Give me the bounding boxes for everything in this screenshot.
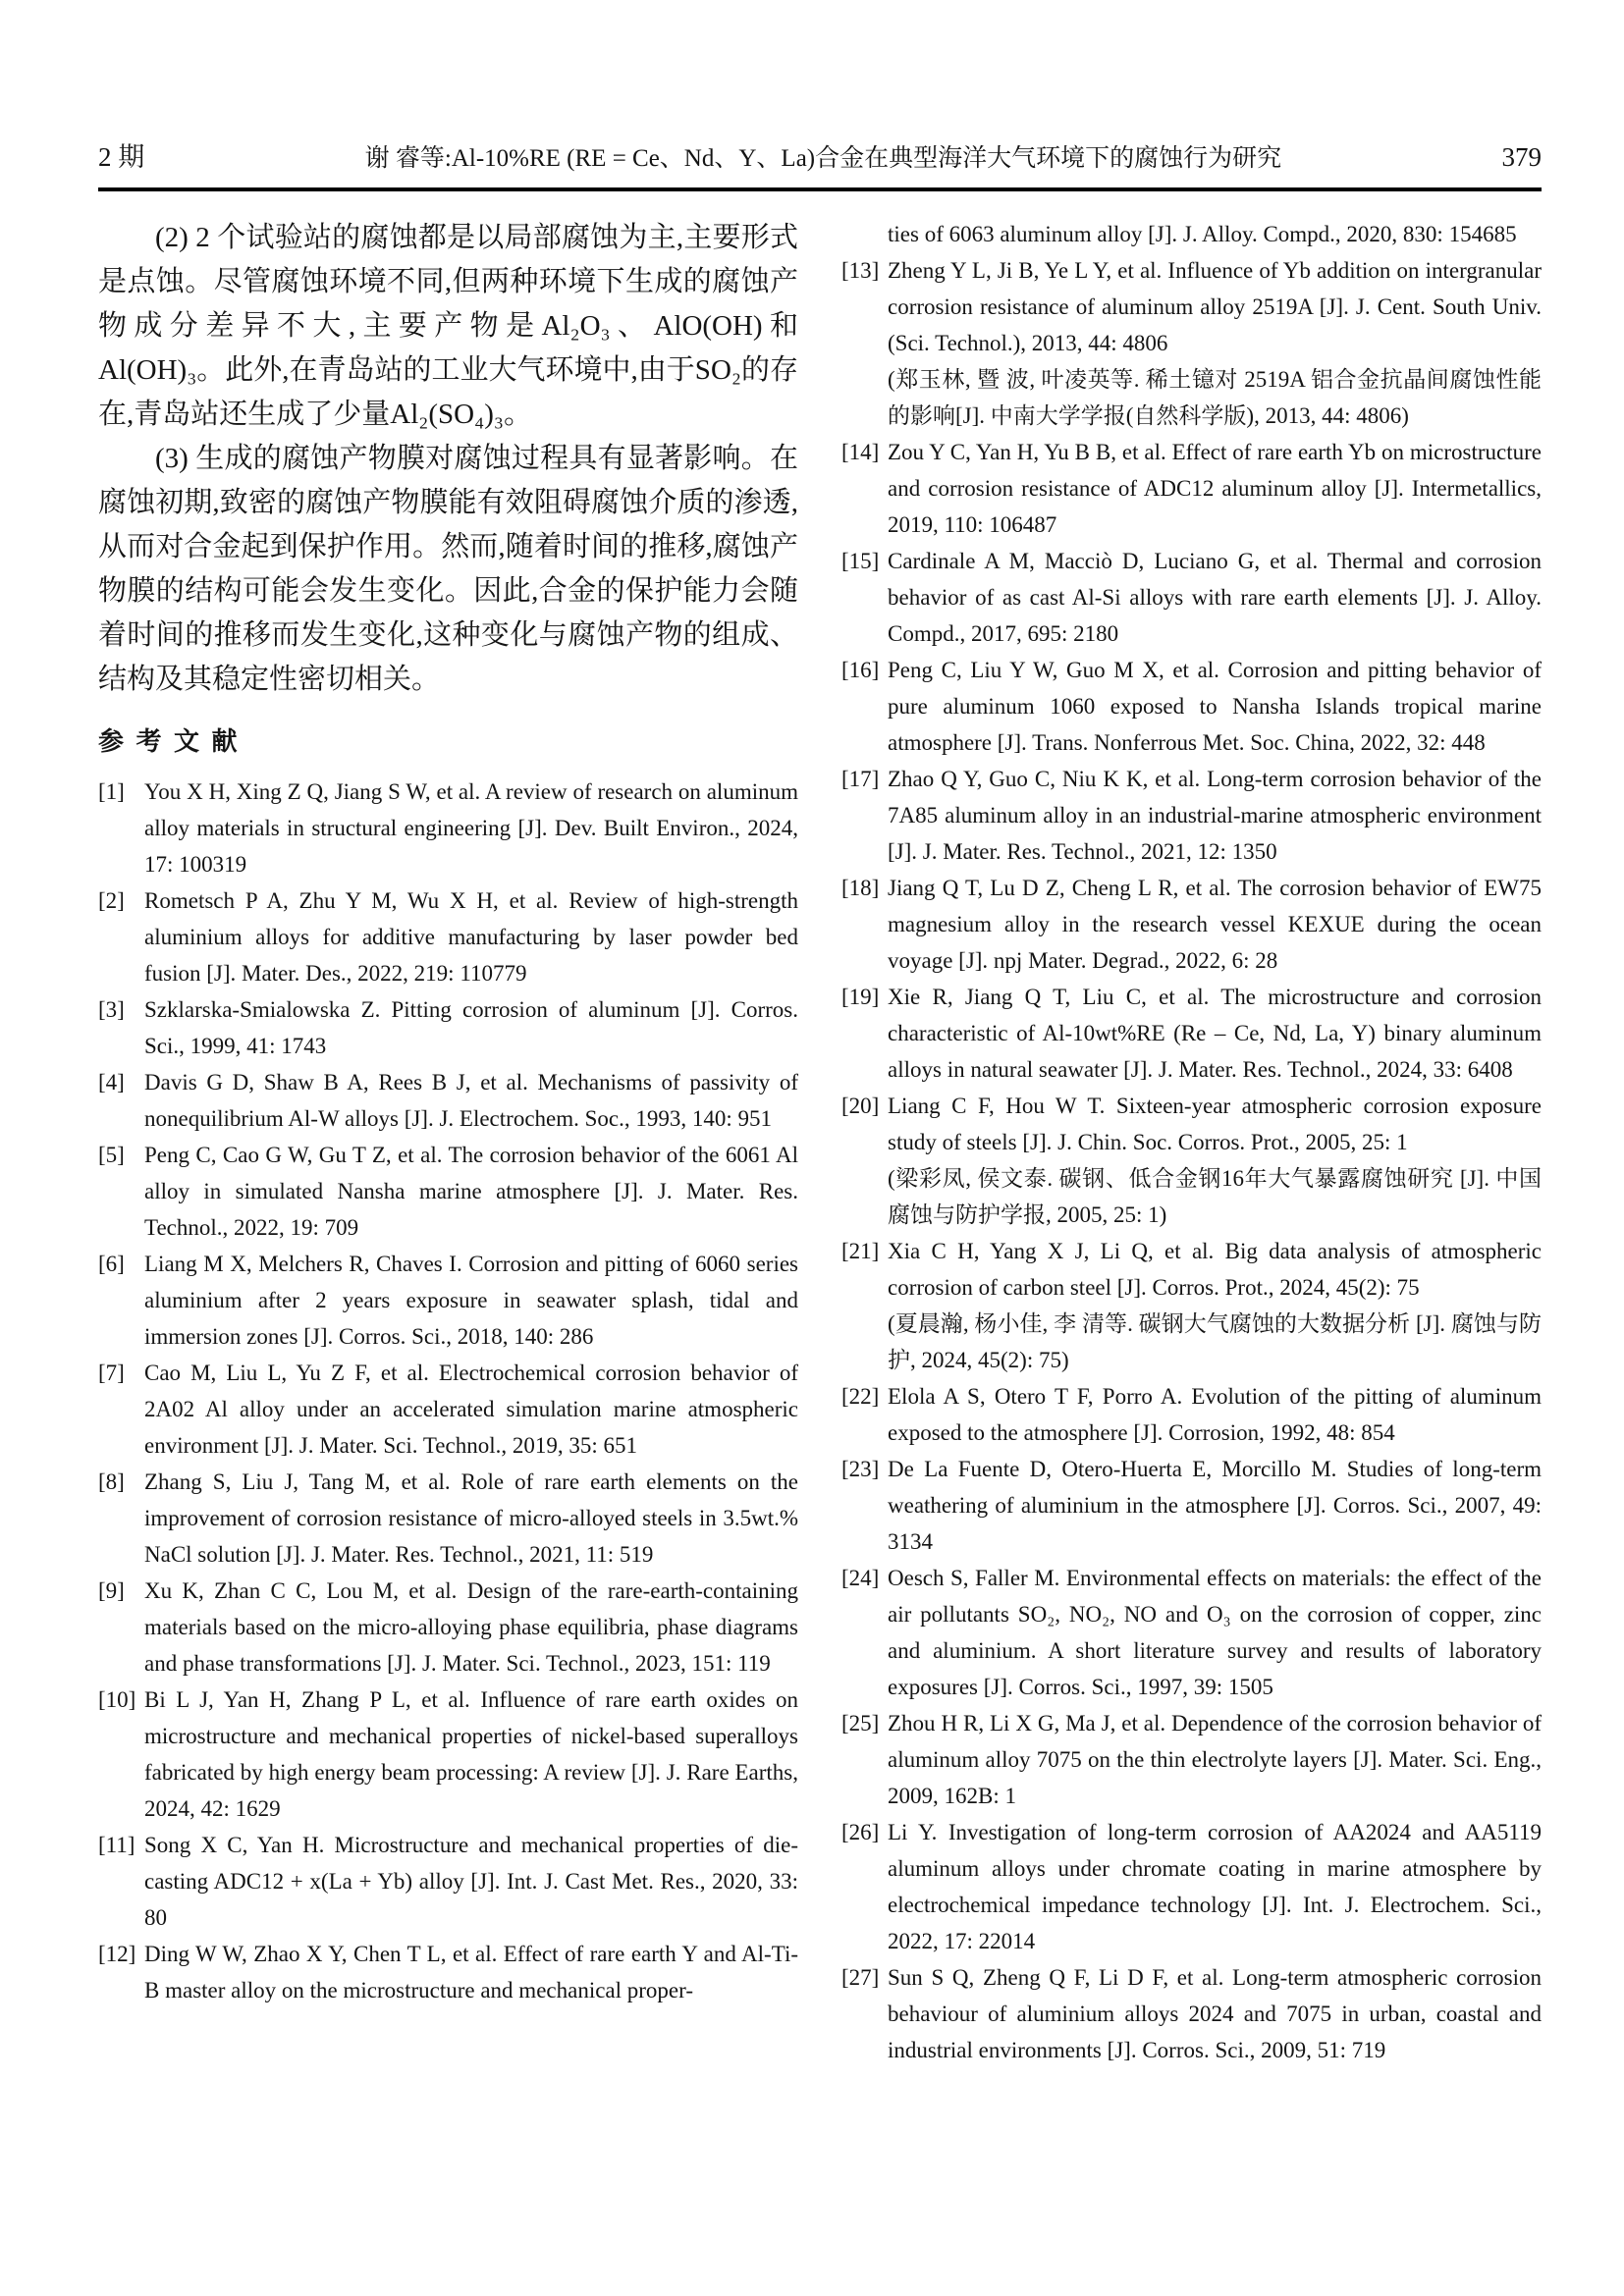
reference-label: [19]: [841, 985, 880, 1009]
reference-label: [14]: [841, 440, 880, 464]
reference-label: [17]: [841, 767, 880, 791]
reference-text: Peng C, Liu Y W, Guo M X, et al. Corrosion and pitting behavior of pure aluminum 1060 exposed to Nansha Islands tropical marine atmosphere [J]. Trans. Nonferrous Met. Soc. China, 2022, 32: 448: [888, 658, 1542, 755]
reference-text: Liang M X, Melchers R, Chaves I. Corrosion and pitting of 6060 series aluminium after 2 years exposure in seawater splash, tidal and immersion zones [J]. Corros. Sci., 2018, 140: 286: [144, 1252, 798, 1349]
reference-text: Song X C, Yan H. Microstructure and mechanical properties of die-casting ADC12 + x(La + Yb) alloy [J]. Int. J. Cast Met. Res., 2020, 33: 80: [144, 1833, 798, 1930]
reference-item: [98, 774, 798, 882]
reference-label: [11]: [98, 1833, 135, 1857]
reference-text: You X H, Xing Z Q, Jiang S W, et al. A review of research on aluminum alloy materials in structural engineering [J]. Dev. Built Environ., 2024, 17: 100319: [144, 779, 798, 877]
reference-item: [98, 991, 798, 1064]
reference-label: [10]: [98, 1687, 136, 1712]
reference-item: [841, 1378, 1542, 1451]
reference-item: [98, 882, 798, 991]
reference-label: [1]: [98, 779, 125, 804]
reference-label: [24]: [841, 1566, 880, 1590]
reference-label: [3]: [98, 997, 125, 1022]
reference-item: [841, 1560, 1542, 1705]
reference-item: [98, 1682, 798, 1827]
reference-item: [98, 1355, 798, 1464]
reference-item: [841, 1814, 1542, 1959]
issue-label: 2 期: [98, 142, 145, 172]
reference-item: [98, 1573, 798, 1682]
reference-text: Zhang S, Liu J, Tang M, et al. Role of rare earth elements on the improvement of corrosion resistance of micro-alloyed steels in 3.5wt.% NaCl solution [J]. J. Mater. Res. Technol., 2021, 11: 519: [144, 1469, 798, 1567]
reference-item: [98, 1246, 798, 1355]
reference-label: [9]: [98, 1578, 125, 1603]
reference-text: Sun S Q, Zheng Q F, Li D F, et al. Long-term atmospheric corrosion behaviour of aluminium alloys 2024 and 7075 in urban, coastal and industrial environments [J]. Corros. Sci., 2009, 51: 719: [888, 1965, 1542, 2062]
reference-text: Xie R, Jiang Q T, Liu C, et al. The microstructure and corrosion characteristic of Al-10wt%RE (Re – Ce, Nd, La, Y) binary aluminum alloys in natural seawater [J]. J. Mater. Res. Technol., 2024, 33: 6408: [888, 985, 1542, 1082]
reference-item: [841, 761, 1542, 870]
reference-text: Xia C H, Yang X J, Li Q, et al. Big data analysis of atmospheric corrosion of carbon steel [J]. Corros. Prot., 2024, 45(2): 75: [888, 1239, 1542, 1300]
reference-text: Oesch S, Faller M. Environmental effects on materials: the effect of the air pollutants SO₂, NO₂, NO and O₃ on the corrosion of copper, zinc and aluminium. A short literature survey and results of laboratory exposures [J]. Corros. Sci., 1997, 39: 1505: [888, 1566, 1542, 1699]
reference-continuation: ties of 6063 aluminum alloy [J]. J. Alloy. Compd., 2020, 830: 154685: [888, 222, 1517, 246]
reference-item: [98, 1827, 798, 1936]
reference-item: [841, 434, 1542, 543]
reference-item: [841, 252, 1542, 434]
reference-text: Zhou H R, Li X G, Ma J, et al. Dependence of the corrosion behavior of aluminum alloy 7075 on the thin electrolyte layers [J]. Mater. Sci. Eng., 2009, 162B: 1: [888, 1711, 1542, 1808]
reference-label: [7]: [98, 1361, 125, 1385]
reference-text: Davis G D, Shaw B A, Rees B J, et al. Mechanisms of passivity of nonequilibrium Al-W alloys [J]. J. Electrochem. Soc., 1993, 140: 951: [144, 1070, 798, 1131]
page-title: 谢 睿等:Al-10%RE (RE = Ce、Nd、Y、La)合金在典型海洋大气环境下的腐蚀行为研究: [364, 145, 1282, 172]
reference-item: [841, 652, 1542, 761]
reference-text: Szklarska-Smialowska Z. Pitting corrosion of aluminum [J]. Corros. Sci., 1999, 41: 1743: [144, 997, 798, 1058]
references-heading: 参 考 文 献: [98, 727, 241, 756]
reference-label: [2]: [98, 888, 125, 913]
reference-text: Li Y. Investigation of long-term corrosion of AA2024 and AA5119 aluminum alloys under chromate coating in marine atmosphere by electrochemical impedance technology [J]. Int. J. Electrochem. Sci., 2022, 17: 22014: [888, 1820, 1542, 1953]
reference-text: Ding W W, Zhao X Y, Chen T L, et al. Effect of rare earth Y and Al-Ti-B master alloy on the microstructure and mechanical proper-: [144, 1942, 798, 2002]
reference-label: [20]: [841, 1094, 880, 1118]
reference-text: Cardinale A M, Macciò D, Luciano G, et al. Thermal and corrosion behavior of as cast Al-Si alloys with rare earth elements [J]. J. Alloy. Compd., 2017, 695: 2180: [888, 549, 1542, 646]
reference-label: [12]: [98, 1942, 136, 1966]
reference-text: Elola A S, Otero T F, Porro A. Evolution of the pitting of aluminum exposed to the atmosphere [J]. Corrosion, 1992, 48: 854: [888, 1384, 1542, 1445]
left-column: [98, 216, 798, 2068]
reference-item: [841, 979, 1542, 1088]
reference-item: [98, 1064, 798, 1137]
paragraph-conclusion-2: (2) 2 个试验站的腐蚀都是以局部腐蚀为主,主要形式是点蚀。尽管腐蚀环境不同,但两种环境下生成的腐蚀产物成分差异不大,主要产物是Al₂O₃、AlO(OH)和Al(OH)₃。此外,在青岛站的工业大气环境中,由于SO₂的存在,青岛站还生成了少量Al₂(SO₄)₃。: [98, 222, 798, 430]
reference-label: [16]: [841, 658, 880, 682]
reference-text: Bi L J, Yan H, Zhang P L, et al. Influence of rare earth oxides on microstructure and mechanical properties of nickel-based superalloys fabricated by high energy beam processing: A review [J]. J. Rare Earths, 2024, 42: 1629: [144, 1687, 798, 1821]
reference-label: [18]: [841, 876, 880, 900]
reference-label: [13]: [841, 258, 880, 283]
reference-text: Xu K, Zhan C C, Lou M, et al. Design of the rare-earth-containing materials based on the micro-alloying phase equilibria, phase diagrams and phase transformations [J]. J. Mater. Sci. Technol., 2023, 151: 119: [144, 1578, 798, 1676]
reference-item: [841, 1705, 1542, 1814]
reference-text: De La Fuente D, Otero-Huerta E, Morcillo M. Studies of long-term weathering of aluminium in the atmosphere [J]. Corros. Sci., 2007, 49: 3134: [888, 1457, 1542, 1554]
right-column: [841, 216, 1542, 2068]
page-header: [98, 135, 1542, 191]
page-number: 379: [1501, 142, 1542, 172]
reference-text: Zou Y C, Yan H, Yu B B, et al. Effect of rare earth Yb on microstructure and corrosion resistance of ADC12 aluminum alloy [J]. Intermetallics, 2019, 110: 106487: [888, 440, 1542, 537]
reference-item: [841, 1451, 1542, 1560]
reference-label: [22]: [841, 1384, 880, 1409]
reference-text: Peng C, Cao G W, Gu T Z, et al. The corrosion behavior of the 6061 Al alloy in simulated Nansha marine atmosphere [J]. J. Mater. Res. Technol., 2022, 19: 709: [144, 1143, 798, 1240]
reference-label: [23]: [841, 1457, 880, 1481]
reference-item: [841, 1233, 1542, 1378]
reference-label: [8]: [98, 1469, 125, 1494]
reference-text: Rometsch P A, Zhu Y M, Wu X H, et al. Review of high-strength aluminium alloys for additive manufacturing by laser powder bed fusion [J]. Mater. Des., 2022, 219: 110779: [144, 888, 798, 986]
reference-label: [21]: [841, 1239, 880, 1263]
reference-label: [25]: [841, 1711, 880, 1735]
reference-text: Cao M, Liu L, Yu Z F, et al. Electrochemical corrosion behavior of 2A02 Al alloy under an accelerated simulation marine atmospheric environment [J]. J. Mater. Sci. Technol., 2019, 35: 651: [144, 1361, 798, 1458]
reference-text: Liang C F, Hou W T. Sixteen-year atmospheric corrosion exposure study of steels [J]. J. Chin. Soc. Corros. Prot., 2005, 25: 1: [888, 1094, 1542, 1154]
reference-text: Zheng Y L, Ji B, Ye L Y, et al. Influence of Yb addition on intergranular corrosion resistance of aluminum alloy 2519A [J]. J. Cent. South Univ. (Sci. Technol.), 2013, 44: 4806: [888, 258, 1542, 355]
reference-item: [98, 1936, 798, 2008]
reference-item: [841, 870, 1542, 979]
reference-item: [841, 543, 1542, 652]
paragraph-conclusion-3: (3) 生成的腐蚀产物膜对腐蚀过程具有显著影响。在腐蚀初期,致密的腐蚀产物膜能有效阻碍腐蚀介质的渗透,从而对合金起到保护作用。然而,随着时间的推移,腐蚀产物膜的结构可能会发生变化。因此,合金的保护能力会随着时间的推移而发生变化,这种变化与腐蚀产物的组成、结构及其稳定性密切相关。: [98, 443, 798, 695]
reference-item: [841, 1088, 1542, 1233]
reference-text: Jiang Q T, Lu D Z, Cheng L R, et al. The corrosion behavior of EW75 magnesium alloy in the research vessel KEXUE during the ocean voyage [J]. npj Mater. Degrad., 2022, 6: 28: [888, 876, 1542, 973]
reference-label: [6]: [98, 1252, 125, 1276]
reference-text: Zhao Q Y, Guo C, Niu K K, et al. Long-term corrosion behavior of the 7A85 aluminum alloy in an industrial-marine atmospheric environment [J]. J. Mater. Res. Technol., 2021, 12: 1350: [888, 767, 1542, 864]
reference-text-zh: (梁彩凤, 侯文泰. 碳钢、低合金钢16年大气暴露腐蚀研究 [J]. 中国腐蚀与防护学报, 2005, 25: 1): [888, 1166, 1542, 1227]
reference-item: [841, 1959, 1542, 2068]
reference-label: [26]: [841, 1820, 880, 1844]
reference-label: [5]: [98, 1143, 125, 1167]
reference-text-zh: (夏晨瀚, 杨小佳, 李 清等. 碳钢大气腐蚀的大数据分析 [J]. 腐蚀与防护, 2024, 45(2): 75): [888, 1311, 1542, 1372]
reference-label: [27]: [841, 1965, 880, 1990]
reference-item: [98, 1464, 798, 1573]
reference-text-zh: (郑玉林, 暨 波, 叶凌英等. 稀土镱对 2519A 铝合金抗晶间腐蚀性能的影响[J]. 中南大学学报(自然科学版), 2013, 44: 4806): [888, 367, 1542, 428]
reference-label: [4]: [98, 1070, 125, 1095]
reference-item: [98, 1137, 798, 1246]
reference-label: [15]: [841, 549, 880, 573]
content-columns: [98, 216, 1542, 2068]
